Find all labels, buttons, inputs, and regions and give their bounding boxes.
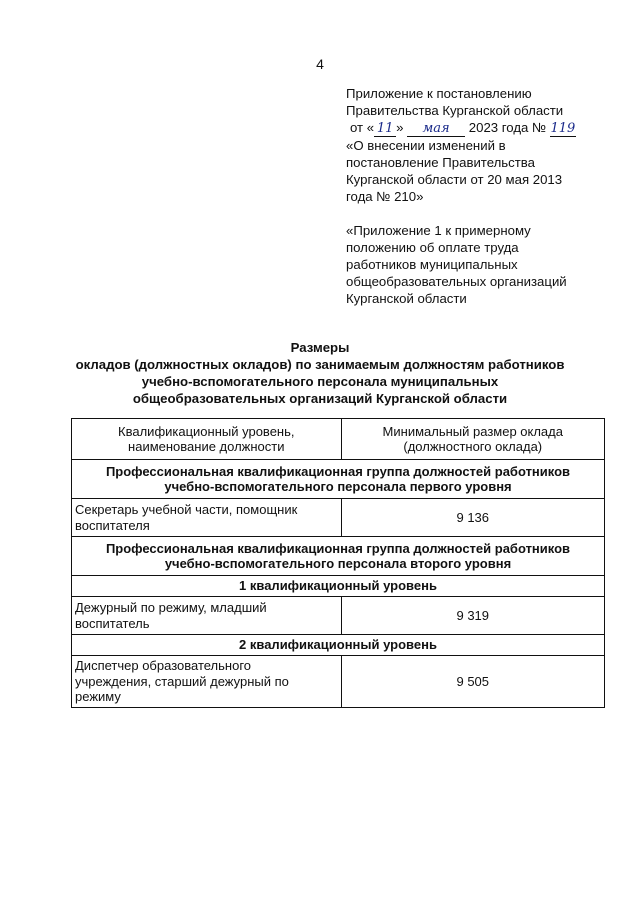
quote-line-2: положению об оплате труда <box>346 240 519 255</box>
group-2-line-1: Профессиональная квалификационная группа должностей работников <box>105 540 571 556</box>
position-line: учреждения, старший дежурный по <box>75 673 289 689</box>
position-line: воспитателя <box>75 517 150 533</box>
level-row <box>72 635 605 656</box>
appendix-header <box>346 85 626 307</box>
title-line-3: учебно-вспомогательного персонала муниципальных <box>141 374 499 389</box>
date-day-handwritten: 11 <box>376 121 394 136</box>
appendix-line-5: постановление Правительства <box>346 155 535 170</box>
appendix-line-1: Приложение к постановлению <box>346 86 532 101</box>
page-number: 4 <box>316 56 324 72</box>
qualification-level-1: 1 квалификационный уровень <box>72 576 605 597</box>
group-2-line-2: учебно-вспомогательного персонала второго уровня <box>164 556 512 571</box>
title-line-1: Размеры <box>290 340 350 355</box>
header-position-line-2: наименование должности <box>128 439 285 454</box>
header-salary-line-2: (должностного оклада) <box>403 439 543 454</box>
salary-cell: 9 136 <box>341 499 604 537</box>
qualification-level-2: 2 квалификационный уровень <box>72 635 605 656</box>
quote-line-3: работников муниципальных <box>346 257 518 272</box>
date-year: 2023 года № <box>468 120 547 135</box>
quote-line-1: «Приложение 1 к примерному <box>346 223 531 238</box>
header-cell-salary <box>341 419 604 460</box>
date-number-field <box>550 121 576 137</box>
date-prefix: от « <box>350 120 375 135</box>
appendix-line-2: Правительства Курганской области <box>346 103 564 118</box>
position-line: Диспетчер образовательного <box>75 658 252 674</box>
group-heading-1 <box>72 460 605 499</box>
salary-cell: 9 319 <box>341 597 604 635</box>
appendix-line-7: года № 210» <box>346 189 424 204</box>
header-cell-position <box>72 419 342 460</box>
group-row-second-level <box>72 537 605 576</box>
document-title <box>0 339 640 407</box>
group-heading-2 <box>72 537 605 576</box>
appendix-line-4: «О внесении изменений в <box>346 138 506 153</box>
date-month-handwritten: мая <box>422 121 450 136</box>
date-number-handwritten: 119 <box>550 121 576 136</box>
salary-cell: 9 505 <box>341 656 604 708</box>
date-mid: » <box>396 120 404 135</box>
position-line: режиму <box>75 689 121 705</box>
quote-line-4: общеобразовательных организаций <box>346 274 567 289</box>
header-salary-line-1: Минимальный размер оклада <box>382 423 563 439</box>
date-day-field <box>374 121 396 137</box>
date-month-field <box>407 121 465 137</box>
position-line: Секретарь учебной части, помощник <box>75 502 298 517</box>
appendix-quote <box>346 222 626 307</box>
group-1-line-1: Профессиональная квалификационная группа должностей работников <box>105 463 571 479</box>
quote-line-5: Курганской области <box>346 291 467 306</box>
header-position-line-1: Квалификационный уровень, <box>118 423 295 439</box>
position-line: Дежурный по режиму, младший <box>75 600 267 615</box>
title-line-4: общеобразовательных организаций Курганской области <box>132 391 508 406</box>
level-row <box>72 576 605 597</box>
appendix-date-line <box>346 119 626 137</box>
group-row-first-level <box>72 460 605 499</box>
table-row <box>72 597 605 635</box>
position-line: воспитатель <box>75 615 150 631</box>
salary-table <box>71 418 605 708</box>
position-cell <box>72 499 342 537</box>
position-cell <box>72 656 342 708</box>
table-row <box>72 656 605 708</box>
title-line-2: окладов (должностных окладов) по занимаемым должностям работников <box>75 357 565 372</box>
position-cell <box>72 597 342 635</box>
group-1-line-2: учебно-вспомогательного персонала первого уровня <box>164 479 512 494</box>
appendix-line-6: Курганской области от 20 мая 2013 <box>346 172 563 187</box>
table-header-row <box>72 419 605 460</box>
table-row <box>72 499 605 537</box>
